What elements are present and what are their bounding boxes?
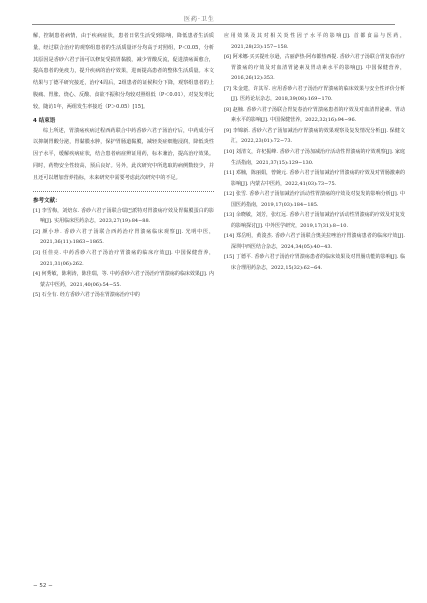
header-divider [32, 24, 395, 25]
references-heading: 参考文献： [33, 197, 61, 204]
references-divider [33, 191, 214, 192]
reference-item: [2] 颜小珍. 香砂六君子汤联合西药治疗胃溃疡临床观察[J]. 光明中医，2021,36(11):1863−1865. [33, 228, 214, 246]
reference-item: [14] 郑岳明，黄浚杰. 香砂六君子汤联合奥美拉唑治疗胃溃疡患者的临床疗效[J]. 深圳中西医结合杂志，2024,34(05):40−43. [224, 233, 405, 250]
reference-item: [8] 赵楠. 香砂六君子汤联合胃复春治疗胃溃疡患者的疗效及对血清胃泌素、胃动素水平的影响[J]. 中国保健营养，2022,32(16):94−96. [224, 106, 405, 124]
reference-item: [1] 李雪梅，刘焙东. 香砂六君子汤联合瑞巴派特对胃溃疡疗效及胃黏膜蛋白的影响[J]. 实用临床医药杂志，2023,27(19):84−88. [33, 207, 214, 225]
reference-list-left [33, 206, 214, 301]
reference-item: [9] 李锦新. 香砂六君子汤加减治疗胃溃疡的效果观察及复发情况分析[J]. 保健文汇，2022,23(01):72−73. [224, 127, 405, 145]
reference-item: 应用效果及其对相关炎性因子水平的影响[J]. 首都食品与医药，2021,28(23):157−158. [224, 33, 405, 50]
section-title: 医药·卫生 [184, 16, 215, 23]
reference-list-right [224, 31, 405, 274]
reference-item: [11] 邓楠，陈丽娟，曾婉元. 香砂六君子汤加减治疗胃溃疡的疗效及对胃肠激素的影响[J]. 内蒙古中医药，2022,41(03):73−75. [224, 170, 405, 187]
body-paragraph-conclusion: 综上所述，胃溃疡疾病过程西药联合中药香砂六君子汤治疗后，中药成分可以抑制胃酸分泌，胃黏膜水肿，保护胃肠道黏膜，减轻炎症细胞浸润，降低炎性因子水平，缓解疾病症状，结合患者病症辨证用药，标本兼治，提高治疗效果。同时，药物安全性较高，预后良好。另外，此次研究中所选取的病例数较少，并且还可以增加营养指标，未来研究中需要考虑此次研究中的不足。 [33, 127, 214, 181]
reference-item: [5] 石全有. 经方香砂六君子汤在胃溃疡治疗中的 [33, 292, 140, 299]
reference-item: [13] 余晓敏，刘芳，张红远. 香砂六君子汤加减治疗活动性胃溃疡的疗效及对复发的影响探讨[J]. 中外医学研究，2019,17(31):8−10. [224, 212, 405, 229]
reference-item: [15] 丁德平. 香砂六君子汤治疗胃溃疡患者的临床效果及对胃肠功能的影响[J]. 临床合理用药杂志，2022,15(32):62−64. [224, 254, 405, 272]
reference-item: [6] 阿米娜·买买提吐尔逊，古丽萨热·阿布都热西提. 香砂六君子汤联合胃复春治疗胃溃疡的疗效及对血清胃泌素及胃动素水平的影响[J]. 中国保健营养，2016,26(12):353. [224, 54, 405, 82]
conclusion-heading: 4 结束语 [33, 117, 56, 124]
reference-item: [10] 刘清文，许杞振峰. 香砂六君子汤加减治疗活动性胃溃疡的疗效观察[J]. 家庭生活指南，2021,37(15):129−130. [224, 149, 405, 166]
left-column [33, 31, 214, 301]
body-paragraph-discussion: 解，控制患者病情，由于疾病症状，患者日常生活受到影响，降低患者生活质量，经过联合治疗的观察组患者的生活质量评分均高于对照组，P＜0.05，分析其原因是香砂六君子汤可以修复受损胃黏膜，减少胃酸反流，促进溃疡面愈合，提高患者的免疫力，提升疾病的治疗效果，进而提高患者的整体生活质量。本文结果与丁德平研究接近，治疗4周后，2组患者的证候积分下降，观察组患者的上腹痛、胃胀、烧心、反酸、食欲不振积分均较对照组低（P＜0.01），对复发率比较，随访1年，两组发生率接近（P＞0.05）[15]。 [33, 33, 214, 110]
page-number: − 52 − [33, 583, 53, 589]
reference-item: [4] 何秀敏，陈利涛，陈佳瑞，等. 中药香砂六君子汤治疗胃溃疡的临床效果[J]. 内蒙古中医药，2021,40(06):54−55. [33, 271, 214, 288]
page-header [0, 0, 427, 26]
reference-item: [7] 朱金建，许其军. 应用香砂六君子汤治疗胃溃疡的临床效果与安全性评价分析[J]. 医药论坛杂志，2018,39(08):169−170. [224, 85, 405, 103]
reference-item: [12] 张雪. 香砂六君子汤加减治疗活动性胃溃疡的疗效及对复发的影响分析[J]. 中国医药指南，2019,17(03):184−185. [224, 191, 405, 208]
right-column [224, 31, 405, 274]
reference-item: [3] 任佳亮. 中药香砂六君子汤治疗胃溃疡的临床疗效[J]. 中国保健营养，2021,31(06):262. [33, 249, 214, 267]
